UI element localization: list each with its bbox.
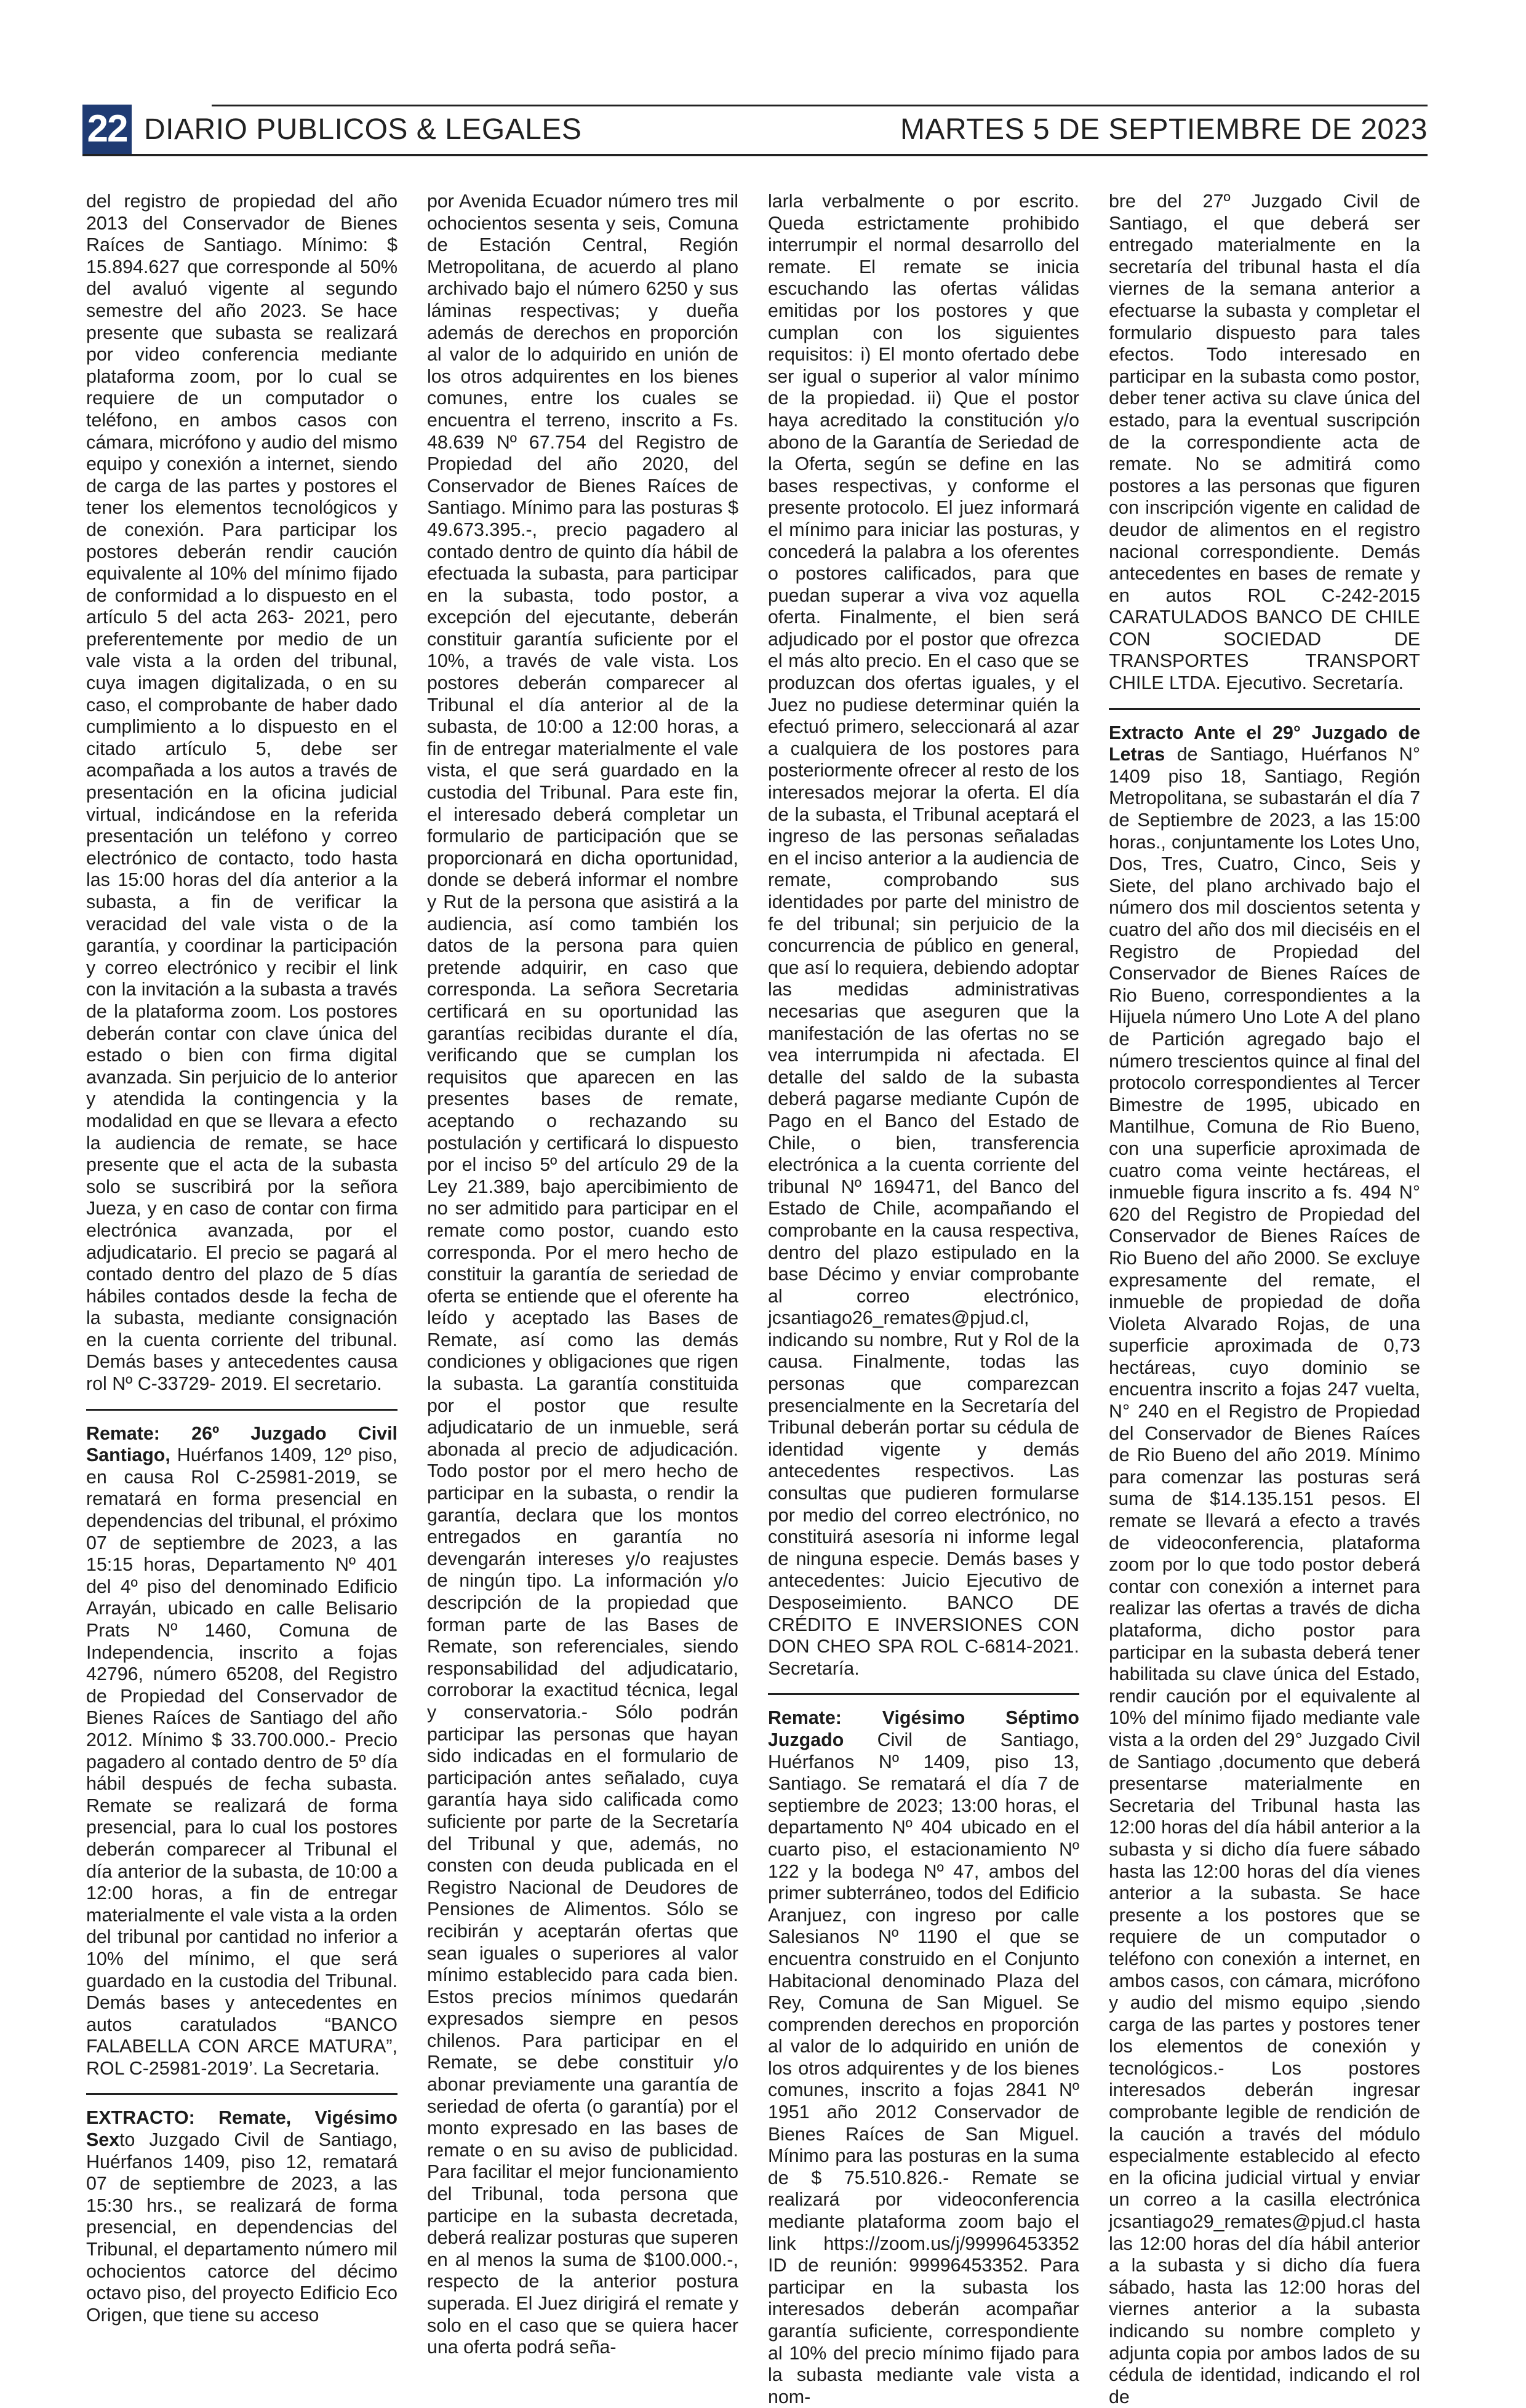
notice-remate-26-juzgado: Remate: 26º Juzgado Civil Santiago, Huérfanos 1409, 12º piso, en causa Rol C-25981-2019, se rematará en forma presencial en dependencias del tribunal, el próximo 07 de septiembre de 2023, a las 15:15 horas, Departamento Nº 401 del 4º piso del denominado Edificio Arrayán, ubicado en calle Belisario Prats Nº 1460, Comuna de Independencia, inscrito a fojas 42796, número 65208, del Registro de Propiedad del Conservador de Bienes Raíces de Santiago del año 2012. Mínimo $ 33.700.000.- Precio pagadero al contado dentro de 5º día hábil después de fecha subasta. Remate se realizará de forma presencial, para lo cual los postores deberán comparecer al Tribunal el día anterior de la subasta, de 10:00 a 12:00 horas, a fin de entregar materialmente el vale vista a la orden del tribunal por cantidad no inferior a 10% del mínimo, el que será guardado en la custodia del Tribunal. Demás bases y antecedentes en autos caratulados “BANCO FALABELLA CON ARCE MATURA”, ROL C-25981-2019’. La Secretaria.	[86, 1422, 397, 2079]
notice-heading: Remate: Vigésimo Séptimo Juzgado	[768, 1707, 1079, 1750]
notice-continued: del registro de propiedad del año 2013 del Conservador de Bienes Raíces de Santiago. Mínimo: $ 15.894.627 que corresponde al 50% del avaluó vigente al segundo semestre del año 2023. Se hace presente que subasta se realizará por video conferencia mediante plataforma zoom, por lo cual se requiere de un computador o teléfono, en ambos casos con cámara, micrófono y audio del mismo equipo y conexión a internet, siendo de carga de las partes y postores el tener los elementos tecnológicos y de conexión. Para participar los postores deberán rendir caución equivalente al 10% del mínimo fijado de conformidad a lo dispuesto en el artículo 5 del acta 263- 2021, pero preferentemente por medio de un vale vista a la orden del tribunal, cuya imagen digitalizada, o en su caso, el comprobante de haber dado cumplimiento a lo dispuesto en el citado artículo 5, debe ser acompañada a los autos a través de presentación en la oficina judicial virtual, indicándose en la referida presentación un teléfono y correo electrónico de contacto, todo hasta las 15:00 horas del día anterior a la subasta, a fin de verificar la veracidad del vale vista o de la garantía, y coordinar la participación y correo electrónico y recibir el link con la invitación a la subasta a través de la plataforma zoom. Los postores deberán contar con clave única del estado o bien con firma digital avanzada. Sin perjuicio de lo anterior y atendida la contingencia y la modalidad en que se llevara a efecto la audiencia de remate, se hace presente que el acta de la subasta solo se suscribirá por la señora Jueza, y en caso de contar con firma electrónica avanzada, por el adjudicatario. El precio se pagará al contado dentro del plazo de 5 días hábiles contados desde la fecha de la subasta, mediante consignación en la cuenta corriente del tribunal. Demás bases y antecedentes causa rol Nº C-33729- 2019. El secretario.	[86, 191, 397, 1395]
notice-continued: bre del 27º Juzgado Civil de Santiago, el que deberá ser entregado materialmente en la secretaría del tribunal hasta el día viernes de la semana anterior a efectuarse la subasta y completar el formulario dispuesto para tales efectos. Todo interesado en participar en la subasta como postor, deber tener activa su clave única del estado, para la eventual suscripción de la correspondiente acta de remate. No se admitirá como postores a las personas que figuren con inscripción vigente en calidad de deudor de alimentos en el registro nacional correspondiente. Demás antecedentes en bases de remate y en autos ROL C-242-2015 CARATULADOS BANCO DE CHILE CON SOCIEDAD DE TRANSPORTES TRANSPORT CHILE LTDA. Ejecutivo. Secretaría.	[1109, 191, 1420, 694]
column-4	[1109, 191, 1420, 2407]
notice-heading: EXTRACTO: Remate, Vigésimo Sex	[86, 2107, 397, 2151]
notice-heading: Remate: 26º Juzgado Civil Santiago,	[86, 1422, 397, 1466]
header-bottom-rule	[82, 154, 1428, 156]
publication-date: MARTES 5 DE SEPTIEMBRE DE 2023	[900, 113, 1428, 146]
notice-divider	[86, 2093, 397, 2095]
column-2	[427, 191, 738, 2358]
notice-continued: por Avenida Ecuador número tres mil ochocientos sesenta y seis, Comuna de Estación Central, Región Metropolitana, de acuerdo al plano archivado bajo el número 6250 y sus láminas respectivas; y dueña además de derechos en proporción al valor de lo adquirido en unión de los otros adquirentes en los bienes comunes, entre los cuales se encuentra el terreno, inscrito a Fs. 48.639 Nº 67.754 del Registro de Propiedad del año 2020, del Conservador de Bienes Raíces de Santiago. Mínimo para las posturas $ 49.673.395.-, precio pagadero al contado dentro de quinto día hábil de efectuada la subasta, para participar en la subasta, todo postor, a excepción del ejecutante, deberán constituir garantía suficiente por el 10%, a través de vale vista. Los postores deberán comparecer al Tribunal el día anterior al de la subasta, de 10:00 a 12:00 horas, a fin de entregar materialmente el vale vista, el que será guardado en la custodia del Tribunal. Para este fin, el interesado deberá completar un formulario de participación que se proporcionará en dicha oportunidad, donde se deberá informar el nombre y Rut de la persona que asistirá a la audiencia, así como también los datos de la persona para quien pretende adquirir, en caso que corresponda. La señora Secretaria certificará en su oportunidad las garantías recibidas durante el día, verificando que se cumplan los requisitos que aparecen en las presentes bases de remate, aceptando o rechazando su postulación y certificará lo dispuesto por el inciso 5º del artículo 29 de la Ley 21.389, bajo apercibimiento de no ser admitido para participar en el remate como postor, cuando esto corresponda. Por el mero hecho de constituir la garantía de seriedad de oferta se entiende que el oferente ha leído y aceptado las Bases de Remate, así como las demás condiciones y obligaciones que rigen la subasta. La garantía constituida por el postor que resulte adjudicatario de un inmueble, será abonada al precio de adjudicación. Todo postor por el mero hecho de participar en la subasta, o rendir la garantía, declara que los montos entregados en garantía no devengarán intereses y/o reajustes de ningún tipo. La información y/o descripción de la propiedad que forman parte de las Bases de Remate, son referenciales, siendo responsabilidad del adjudicatario, corroborar la exactitud técnica, legal y conservatoria.- Sólo podrán participar las personas que hayan sido indicadas en el formulario de participación antes señalado, cuya garantía haya sido calificada como suficiente por parte de la Secretaría del Tribunal y que, además, no consten con deuda publicada en el Registro Nacional de Deudores de Pensiones de Alimentos. Sólo se recibirán y aceptarán ofertas que sean iguales o superiores al valor mínimo establecido para cada bien. Estos precios mínimos quedarán expresados siempre en pesos chilenos. Para participar en el Remate, se debe constituir y/o abonar previamente una garantía de seriedad de oferta (o garantía) por el monto expresado en las bases de remate o en su aviso de publicidad. Para facilitar el mejor funcionamiento del Tribunal, toda persona que participe en la subasta decretada, deberá realizar posturas que superen en al menos la suma de $100.000.-, respecto de la anterior postura superada. El Juez dirigirá el remate y solo en el caso que se quiera hacer una oferta podrá seña-	[427, 191, 738, 2358]
publication-name: DIARIO PUBLICOS & LEGALES	[144, 113, 582, 146]
column-1	[86, 191, 397, 2326]
notice-extracto-vigesimo-sexto: EXTRACTO: Remate, Vigésimo Sexto Juzgado Civil de Santiago, Huérfanos 1409, piso 12, rematará 07 de septiembre de 2023, a las 15:30 hrs., se realizará de forma presencial, en dependencias del Tribunal, el departamento número mil ochocientos catorce del décimo octavo piso, del proyecto Edificio Eco Origen, que tiene su acceso	[86, 2107, 397, 2326]
notice-heading: Extracto Ante el 29° Juzgado de Letras	[1109, 722, 1420, 765]
column-3	[768, 191, 1079, 2407]
notice-extracto-29-juzgado: Extracto Ante el 29° Juzgado de Letras de Santiago, Huérfanos N° 1409 piso 18, Santiago, Región Metropolitana, se subastarán el día 7 de Septiembre de 2023, a las 15:00 horas., conjuntamente los Lotes Uno, Dos, Tres, Cuatro, Cinco, Seis y Siete, del plano archivado bajo el número dos mil doscientos setenta y cuatro del año dos mil dieciséis en el Registro de Propiedad del Conservador de Bienes Raíces de Rio Bueno, correspondientes a la Hijuela número Uno Lote A del plano de Partición agregado bajo el número trescientos quince al final del protocolo correspondientes al Tercer Bimestre de 1995, ubicado en Mantilhue, Comuna de Rio Bueno, con una superficie aproximada de cuatro coma veinte hectáreas, el inmueble figura inscrito a fs. 494 N° 620 del Registro de Propiedad del Conservador de Bienes Raíces de Rio Bueno del año 2000. Se excluye expresamente del remate, el inmueble de propiedad de doña Violeta Alvarado Rojas, de una superficie aproximada de 0,73 hectáreas, cuyo dominio se encuentra inscrito a fojas 247 vuelta, N° 240 en el Registro de Propiedad del Conservador de Bienes Raíces de Rio Bueno del año 2019. Mínimo para comenzar las posturas será suma de $14.135.151 pesos. El remate se llevará a efecto a través de videoconferencia, plataforma zoom por lo que todo postor deberá contar con conexión a internet para realizar las ofertas a través de dicha plataforma, dicho postor para participar en la subasta deberá tener habilitada su clave única del Estado, rendir caución por el equivalente al 10% del mínimo fijado mediante vale vista a la orden del 29° Juzgado Civil de Santiago ,documento que deberá presentarse materialmente en Secretaria del Tribunal hasta las 12:00 horas del día hábil anterior a la subasta y si dicho día fuere sábado hasta las 12:00 horas del día vienes anterior a la subasta. Se hace presente a los postores que se requiere de un computador o teléfono con conexión a internet, en ambos casos, con cámara, micrófono y audio del mismo equipo ,siendo carga de las partes y postores tener los elementos de conexión y tecnológicos.- Los postores interesados deberán ingresar comprobante legible de rendición de la caución a través del módulo especialmente establecido al efecto en la oficina judicial virtual y enviar un correo a la casilla electrónica jcsantiago29_remates@pjud.cl hasta las 12:00 horas del día hábil anterior a la subasta y si dicho día fuera sábado, hasta las 12:00 horas del viernes anterior a la subasta indicando su nombre completo y adjunta copia por ambos lados de su cédula de identidad, indicando el rol de	[1109, 722, 1420, 2407]
page-header	[82, 105, 1428, 157]
header-top-rule	[212, 105, 1428, 106]
notice-continued: larla verbalmente o por escrito. Queda estrictamente prohibido interrumpir el normal desarrollo del remate. El remate se inicia escuchando las ofertas válidas emitidas por los postores y que cumplan con los siguientes requisitos: i) El monto ofertado debe ser igual o superior al valor mínimo de la propiedad. ii) Que el postor haya acreditado la constitución y/o abono de la Garantía de Seriedad de la Oferta, según se define en las bases respectivas, y conforme el presente protocolo. El juez informará el mínimo para iniciar las posturas, y concederá la palabra a los oferentes o postores calificados, para que puedan superar a viva voz aquella oferta. Finalmente, el bien será adjudicado por el postor que ofrezca el más alto precio. En el caso que se produzcan dos ofertas iguales, y el Juez no pudiese determinar quién la efectuó primero, seleccionará al azar a cualquiera de los postores para posteriormente ofrecer al resto de los interesados mejorar la oferta. El día de la subasta, el Tribunal aceptará el ingreso de las personas señaladas en el inciso anterior a la audiencia de remate, comprobando sus identidades por parte del ministro de fe del tribunal; sin perjuicio de la concurrencia de público en general, que así lo requiera, debiendo adoptar las medidas administrativas necesarias que aseguren que la manifestación de las ofertas no se vea interrumpida ni afectada. El detalle del saldo de la subasta deberá pagarse mediante Cupón de Pago en el Banco del Estado de Chile, o bien, transferencia electrónica a la cuenta corriente del tribunal Nº 169471, del Banco del Estado de Chile, acompañando el comprobante en la causa respectiva, dentro del plazo estipulado en la base Décimo y enviar comprobante al correo electrónico, jcsantiago26_remates@pjud.cl, indicando su nombre, Rut y Rol de la causa. Finalmente, todas las personas que comparezcan presencialmente en la Secretaría del Tribunal deberán portar su cédula de identidad vigente y demás antecedentes respectivos. Las consultas que pudieren formularse por medio del correo electrónico, no constituirá asesoría ni informe legal de ninguna especie. Demás bases y antecedentes: Juicio Ejecutivo de Desposeimiento. BANCO DE CRÉDITO E INVERSIONES CON DON CHEO SPA ROL C-6814-2021. Secretaría.	[768, 191, 1079, 1679]
notice-remate-vigesimo-septimo: Remate: Vigésimo Séptimo Juzgado Civil de Santiago, Huérfanos Nº 1409, piso 13, Santiago. Se rematará el día 7 de septiembre de 2023; 13:00 horas, el departamento Nº 404 ubicado en el cuarto piso, el estacionamiento Nº 122 y la bodega Nº 47, ambos del primer subterráneo, todos del Edificio Aranjuez, con ingreso por calle Salesianos Nº 1190 el que se encuentra construido en el Conjunto Habitacional denominado Plaza del Rey, Comuna de San Miguel. Se comprenden derechos en proporción al valor de lo adquirido en unión de los otros adquirentes y de los bienes comunes, inscrito a fojas 2841 Nº 1951 año 2012 Conservador de Bienes Raíces de San Miguel. Mínimo para las posturas en la suma de $ 75.510.826.- Remate se realizará por videoconferencia mediante plataforma zoom bajo el link https://zoom.us/j/99996453352 ID de reunión: 99996453352. Para participar en la subasta los interesados deberán acompañar garantía suficiente, correspondiente al 10% del precio mínimo fijado para la subasta mediante vale vista a nom-	[768, 1707, 1079, 2407]
page-number: 22	[82, 105, 132, 154]
notice-divider	[768, 1693, 1079, 1695]
notice-divider	[1109, 708, 1420, 710]
notice-divider	[86, 1409, 397, 1411]
